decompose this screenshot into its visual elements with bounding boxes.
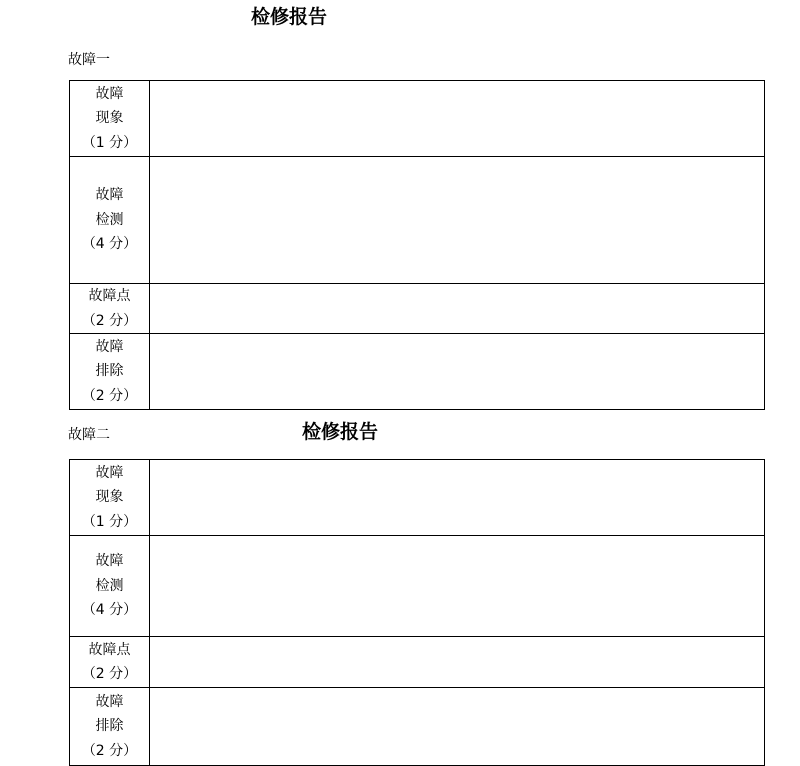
label-fault-point [70,284,150,334]
label-fault-detection [70,157,150,284]
table-row-fault-symptom [70,81,765,157]
label-score: （1 分） [81,513,138,530]
report-table-fault-1 [69,80,765,410]
table-row-fault-symptom [70,460,765,536]
label-line: 故障点 [88,641,131,658]
label-line: 现象 [95,489,124,506]
label-fault-symptom [70,81,150,157]
table-row-fault-point [70,284,765,334]
label-line: 故障 [95,338,124,355]
label-score: （4 分） [81,236,138,253]
answer-field-fault-detection[interactable] [150,536,765,637]
section-label-fault-1: 故障一 [68,52,110,68]
report-title: 检修报告 [302,421,379,443]
report-table-fault-2 [69,459,765,766]
label-line: 故障 [95,553,124,570]
label-fault-removal [70,688,150,766]
label-fault-point [70,637,150,688]
label-score: （2 分） [81,742,138,759]
label-fault-detection [70,536,150,637]
answer-field-fault-detection[interactable] [150,157,765,284]
section-label-fault-2: 故障二 [68,427,110,443]
label-fault-removal [70,334,150,410]
answer-field-fault-removal[interactable] [150,688,765,766]
label-score: （1 分） [81,134,138,151]
label-line: 检测 [95,211,124,228]
table-row-fault-detection [70,536,765,637]
label-line: 检测 [95,577,124,594]
label-line: 排除 [95,363,124,380]
answer-field-fault-symptom[interactable] [150,81,765,157]
table-row-fault-detection [70,157,765,284]
table-row-fault-removal [70,334,765,410]
label-line: 故障 [95,187,124,204]
label-score: （2 分） [81,312,138,329]
label-score: （4 分） [81,602,138,619]
label-line: 排除 [95,718,124,735]
answer-field-fault-removal[interactable] [150,334,765,410]
label-line: 故障 [95,85,124,102]
label-line: 故障点 [88,288,131,304]
report-title: 检修报告 [251,6,328,28]
label-fault-symptom [70,460,150,536]
label-line: 故障 [95,693,124,710]
label-line: 故障 [95,464,124,481]
label-score: （2 分） [81,666,138,682]
label-score: （2 分） [81,387,138,404]
label-line: 现象 [95,110,124,127]
table-row-fault-point [70,637,765,688]
answer-field-fault-symptom[interactable] [150,460,765,536]
table-row-fault-removal [70,688,765,766]
answer-field-fault-point[interactable] [150,637,765,688]
answer-field-fault-point[interactable] [150,284,765,334]
